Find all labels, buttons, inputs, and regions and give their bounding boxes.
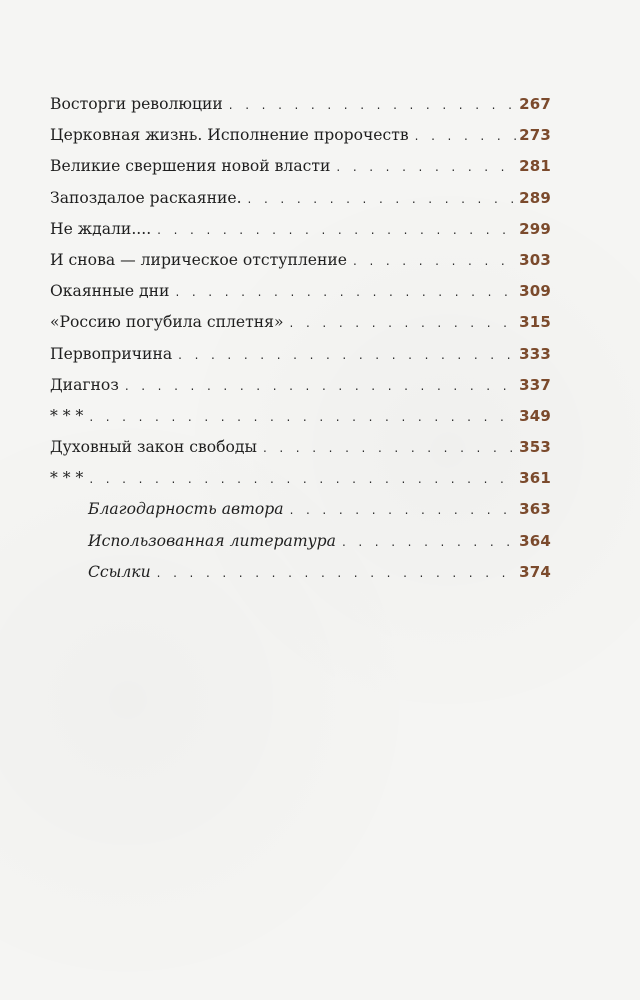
toc-entry-page-number: 289	[519, 188, 551, 207]
dot-leader	[178, 340, 516, 371]
toc-entry-page-number: 273	[519, 126, 551, 145]
toc-entry-page-number: 281	[519, 157, 551, 176]
toc-entry-page-number: 315	[519, 313, 551, 332]
dot-leader	[157, 558, 516, 589]
toc-subentry-title: Использованная литература	[88, 531, 336, 550]
dot-leader	[290, 495, 517, 526]
toc-subentry-title: Ссылки	[88, 562, 151, 581]
dot-leader	[89, 402, 516, 433]
toc-entry-title: Окаянные дни	[50, 282, 170, 301]
toc-entry	[50, 245, 551, 276]
toc-entry	[50, 120, 551, 151]
toc-entry	[50, 89, 551, 120]
dot-leader	[336, 152, 516, 183]
toc-entry-page-number: 361	[519, 469, 551, 488]
dot-leader	[89, 464, 516, 495]
toc-subentry	[50, 557, 551, 588]
toc-entry-title: Духовный закон свободы	[50, 438, 257, 457]
dot-leader	[125, 371, 516, 402]
toc-entry-page-number: 303	[519, 250, 551, 269]
dot-leader	[290, 308, 517, 339]
toc-entry-page-number: 299	[519, 219, 551, 238]
toc-entry-title: Восторги революции	[50, 95, 223, 113]
toc-entry	[50, 183, 551, 214]
toc-entry-page-number: 267	[519, 95, 551, 113]
toc-subentry	[50, 494, 551, 525]
toc-subentry-page-number: 374	[519, 562, 551, 581]
toc-entry-page-number: 337	[519, 375, 551, 394]
toc-entry	[50, 214, 551, 245]
toc-entry	[50, 401, 551, 432]
toc-subentry-page-number: 363	[519, 500, 551, 519]
toc-entry-title: * * *	[50, 406, 84, 425]
dot-leader	[342, 527, 516, 558]
dot-leader	[263, 433, 516, 464]
toc-entry-page-number: 349	[519, 406, 551, 425]
dot-leader	[415, 121, 516, 152]
toc-entry-page-number: 309	[519, 282, 551, 301]
dot-leader	[157, 215, 516, 246]
toc-subentry-page-number: 364	[519, 531, 551, 550]
table-of-contents	[50, 89, 551, 588]
toc-entry-title: Запоздалое раскаяние.	[50, 188, 242, 207]
dot-leader	[353, 246, 516, 277]
toc-entry-title: Первопричина	[50, 344, 173, 363]
toc-subentry	[50, 526, 551, 557]
toc-entry	[50, 463, 551, 494]
dot-leader	[248, 184, 517, 215]
dot-leader	[175, 277, 516, 308]
toc-entry-page-number: 353	[519, 438, 551, 457]
toc-entry-title: «Россию погубила сплетня»	[50, 313, 284, 332]
toc-entry	[50, 432, 551, 463]
toc-entry-title: Диагноз	[50, 375, 119, 394]
toc-entry	[50, 339, 551, 370]
toc-entry-title: Церковная жизнь. Исполнение пророчеств	[50, 126, 409, 145]
toc-entry	[50, 307, 551, 338]
toc-entry	[50, 151, 551, 182]
toc-entry-title: И снова — лирическое отступление	[50, 250, 348, 269]
toc-entry	[50, 276, 551, 307]
toc-entry-title: Великие свершения новой власти	[50, 157, 331, 176]
toc-entry-page-number: 333	[519, 344, 551, 363]
toc-subentry-title: Благодарность автора	[88, 500, 284, 519]
toc-entry-title: * * *	[50, 469, 84, 488]
toc-entry-title: Не ждали....	[50, 219, 152, 238]
toc-entry	[50, 370, 551, 401]
dot-leader	[229, 90, 516, 121]
